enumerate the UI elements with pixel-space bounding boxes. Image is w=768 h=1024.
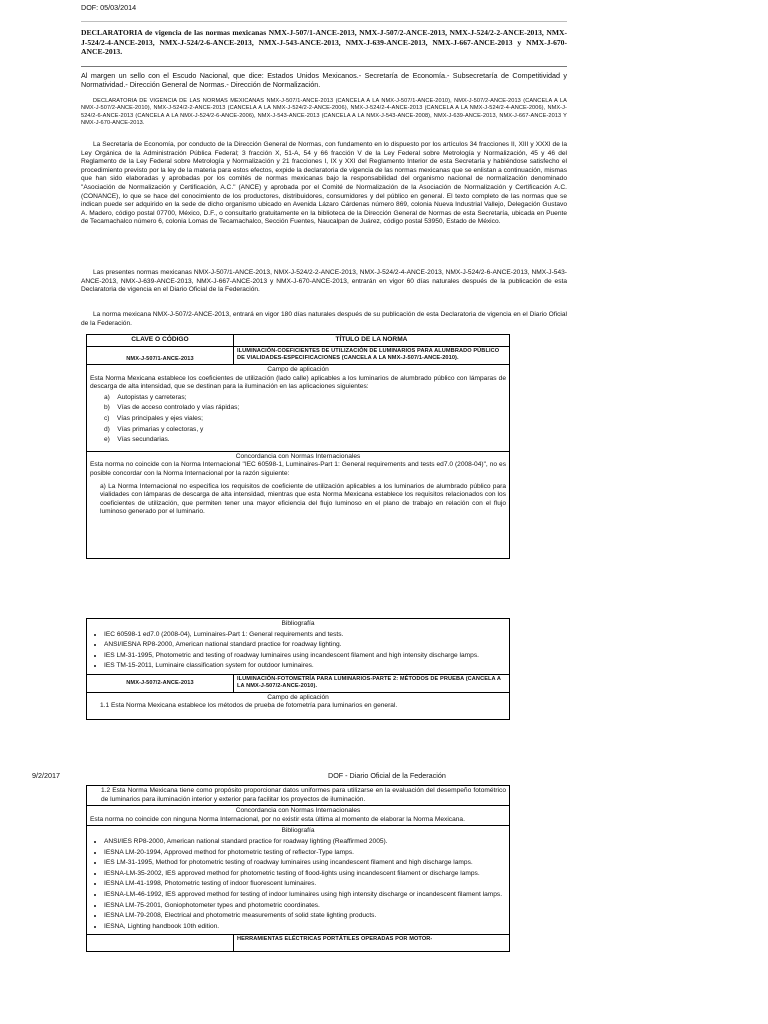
biblio-item: • ANSI/IES RP8-2000, American national standard practice for roadway lighting (Reaffirmed 2005). (104, 838, 506, 847)
biblio-item: • IES LM-31-1995, Method for photometric testing of roadway luminaires using incandescent filament and high discharge lamps. (104, 859, 506, 868)
biblio-item: • IESNA LM-79-2008, Electrical and photometric measurements of solid state lighting products. (104, 912, 506, 921)
concordancia-cell (87, 451, 510, 558)
norm-code (87, 935, 234, 952)
campo-text: 1.1 Esta Norma Mexicana establece los métodos de prueba de fotometría para luminarios en general. (100, 702, 398, 710)
header-title: TÍTULO DE LA NORMA (234, 335, 510, 347)
application-list (90, 394, 506, 445)
biblio-item: • IESNA-LM-46-1992, IES approved method for testing of indoor luminaires using high intensity discharge or incandescent filament lamps. (104, 891, 506, 900)
purpose-cell: 1.2 Esta Norma Mexicana tiene como propósito proporcionar datos uniformes para utilizarse en la evaluación del desempeño fotométrico de luminarios para iluminación interior y exterior para facilitar los proyectos de iluminación. (87, 786, 510, 806)
biblio-item: • IESNA LM-75-2001, Goniophotometer types and photometric coordinates. (104, 902, 506, 911)
biblio-item: • IESNA LM-41-1998, Photometric testing of indoor fluorescent luminaires. (104, 880, 506, 889)
norm-table-507-2-continued (86, 785, 510, 952)
biblio-cell (87, 619, 510, 675)
biblio-list (90, 631, 506, 671)
campo-label: Campo de aplicación (267, 366, 329, 373)
biblio-item: • ANSI/IESNA RP8-2000, American national standard practice for roadway lighting. (104, 641, 506, 650)
norm-table-507-2 (86, 618, 510, 720)
concordancia-cell (87, 806, 510, 826)
list-item: e) Vías secundarias. (104, 436, 170, 444)
list-item: d) Vías primarias y colectoras, y (104, 425, 204, 433)
list-item: b) Vías de acceso controlado y vías rápidas; (104, 404, 240, 412)
header-rule (81, 21, 567, 22)
list-item: a) Autopistas y carreteras; (104, 393, 187, 401)
norm-code: NMX-J-507/1-ANCE-2013 (87, 346, 234, 364)
list-item: c) Vías principales y ejes viales; (104, 414, 203, 422)
campo-cell (87, 692, 510, 719)
biblio-item: • IES TM-15-2011, Luminaire classification system for outdoor luminaires. (104, 662, 506, 671)
declaratoria-paragraph: DECLARATORIA DE VIGENCIA DE LAS NORMAS MEXICANAS NMX-J-507/1-ANCE-2013 (CANCELA A LA NMX-J-507/1-ANCE-2010), NMX-J-507/2-ANCE-2013 (CANCELA A LA NMX-J-507/2-ANCE-2010), NMX-J-524/2-2-ANCE-2013 (CANCELA A LA NMX-J-524/2-2-ANCE-2006), NMX-J-524/2-4-ANCE-2013 (CANCELA A LA NMX-J-524/2-4-ANCE-2006), NMX-J-524/2-6-ANCE-2013 (CANCELA A LA NMX-J-524/2-6-ANCE-2006), NMX-J-543-ANCE-2013 (CANCELA A LA NMX-J-543-ANCE-2008), NMX-J-639-ANCE-2013, NMX-J-667-ANCE-2013 Y NMX-J-670-ANCE-2013. (81, 98, 567, 127)
campo-label: Campo de aplicación (267, 693, 329, 701)
biblio-list (90, 838, 506, 931)
campo-cell (87, 365, 510, 452)
concordancia-reason: a) La Norma Internacional no especifica los requisitos de coeficiente de utilización aplicables a los luminarios de alumbrado público para vialidades con lámparas de descarga de alta intensidad, mientras que esta Norma Mexicana establece los requisitos relacionados con los coeficientes de utilización, que permiten tener una mayor eficiencia del flujo luminoso en el plano de trabajo en relación con el flujo luminoso generado por el luminario. (100, 482, 506, 516)
biblio-label: Bibliografía (281, 827, 315, 835)
concordancia-text: Esta norma no coincide con ninguna Norma Internacional, por no existir esta última al momento de elaborar la Norma Mexicana. (90, 815, 465, 823)
biblio-label: Bibliografía (281, 620, 315, 627)
biblio-item: • IESNA LM-20-1994, Approved method for photometric testing of reflector-Type lamps. (104, 849, 506, 858)
print-header-title: DOF - Diario Oficial de la Federación (328, 771, 446, 780)
concordancia-label: Concordancia con Normas Internacionales (235, 807, 361, 815)
print-date: 9/2/2017 (32, 771, 60, 780)
document-title: DECLARATORIA de vigencia de las normas mexicanas NMX-J-507/1-ANCE-2013, NMX-J-507/2-ANCE-2013, NMX-J-524/2-2-ANCE-2013, NMX-J-524/2-4-ANCE-2013, NMX-J-524/2-6-ANCE-2013, NMX-J-543-ANCE-2013, NMX-J-639-ANCE-2013, NMX-J-667-ANCE-2013 y NMX-J-670-ANCE-2013. (81, 28, 567, 57)
title-rule (81, 66, 567, 67)
seal-paragraph: Al margen un sello con el Escudo Nacional, que dice: Estados Unidos Mexicanos.- Secretaría de Economía.- Subsecretaría de Competitividad y Normatividad.- Dirección General de Normas.- Dirección de Normalización. (81, 71, 567, 90)
norm-title: ILUMINACIÓN-FOTOMETRÍA PARA LUMINARIOS-PARTE 2: MÉTODOS DE PRUEBA (CANCELA A LA NMX-J-507/2-ANCE-2010). (234, 674, 510, 692)
biblio-item: • IEC 60598-1 ed7.0 (2008-04), Luminaires-Part 1: General requirements and tests. (104, 631, 506, 640)
entry-into-force-507-2-paragraph: La norma mexicana NMX-J-507/2-ANCE-2013, entrará en vigor 180 días naturales después de su publicación de esta Declaratoria de vigencia en el Diario Oficial de la Federación. (81, 311, 567, 327)
concordancia-text: Esta norma no coincide con la Norma Internacional "IEC 60598-1, Luminaires-Part 1: General requirements and tests ed7.0 (2008-04)", no es posible concordar con la Norma Internacional por la razón siguiente: (90, 461, 506, 477)
entry-into-force-paragraph: Las presentes normas mexicanas NMX-J-507/1-ANCE-2013, NMX-J-524/2-2-ANCE-2013, NMX-J-524/2-4-ANCE-2013, NMX-J-524/2-6-ANCE-2013, NMX-J-543-ANCE-2013, NMX-J-639-ANCE-2013, NMX-J-667-ANCE-2013 y NMX-J-670-ANCE-2013, entrarán en vigor 60 días naturales después de la publicación de esta Declaratoria de vigencia en el Diario Oficial de la Federación. (81, 269, 567, 294)
header-code: CLAVE O CÓDIGO (87, 335, 234, 347)
norm-code: NMX-J-507/2-ANCE-2013 (87, 674, 234, 692)
biblio-item: • IES LM-31-1995, Photometric and testing of roadway luminaires using incandescent filament and high intensity discharge lamps. (104, 652, 506, 661)
biblio-item: • IESNA, Lighting handbook 10th edition. (104, 923, 506, 932)
norm-title: ILUMINACIÓN-COEFICIENTES DE UTILIZACIÓN DE LUMINARIOS PARA ALUMBRADO PÚBLICO DE VIALIDADES-ESPECIFICACIONES (CANCELA A LA NMX-J-507/1-ANCE-2010). (234, 346, 510, 364)
concordancia-label: Concordancia con Normas Internacionales (235, 452, 361, 460)
campo-text: Esta Norma Mexicana establece los coeficientes de utilización (lado calle) aplicables a los luminarios de alumbrado público con lámparas de descarga de alta intensidad, que se destinan para la iluminación en las aplicaciones siguientes: (90, 374, 506, 391)
norm-title: HERRAMIENTAS ELÉCTRICAS PORTÁTILES OPERADAS POR MOTOR- (234, 935, 510, 952)
legal-basis-paragraph: La Secretaría de Economía, por conducto de la Dirección General de Normas, con fundamento en lo dispuesto por los artículos 34 fracciones II, XIII y XXXI de la Ley Orgánica de la Administración Pública Federal; 3 fracción X, 51-A, 54 y 66 fracción V de la Ley Federal sobre Metrología y Normalización, 45 y 46 del Reglamento de la Ley Federal sobre Metrología y Normalización y 21 fracciones I, IX y XXI del Reglamento Interior de esta Secretaría y habiéndose satisfecho el procedimiento previsto por la ley de la materia para estos efectos, expide la declaratoria de vigencia de las normas mexicanas que se enlistan a continuación, mismas que han sido elaboradas y aprobadas por los comités de normas mexicanas bajo la responsabilidad del organismo nacional de normalización denominado "Asociación de Normalización y Certificación, A.C." (ANCE) y aprobada por el Comité de Normalización de la Asociación de Normalización y Certificación A.C. (CONANCE), lo que se hace del conocimiento de los productores, distribuidores, consumidores y del público en general. El texto completo de las normas que se indican puede ser adquirido en la sede de dicho organismo ubicado en Avenida Lázaro Cárdenas número 869, colonia Nueva Industrial Vallejo, Delegación Gustavo A. Madero, código postal 07700, México, D.F., o consultarlo gratuitamente en la biblioteca de la Dirección General de Normas de esta Secretaría, ubicada en Puente de Tecamachalco número 6, colonia Lomas de Tecamachalco, Sección Fuentes, Naucalpan de Juárez, código postal 53950, Estado de México. (81, 141, 567, 226)
page-header: DOF: 05/03/2014 (81, 3, 137, 12)
norm-table-507-1 (86, 334, 510, 559)
biblio-item: • IESNA-LM-35-2002, IES approved method for photometric testing of flood-lights using incandescent filament or discharge lamps. (104, 870, 506, 879)
biblio-cell (87, 826, 510, 935)
